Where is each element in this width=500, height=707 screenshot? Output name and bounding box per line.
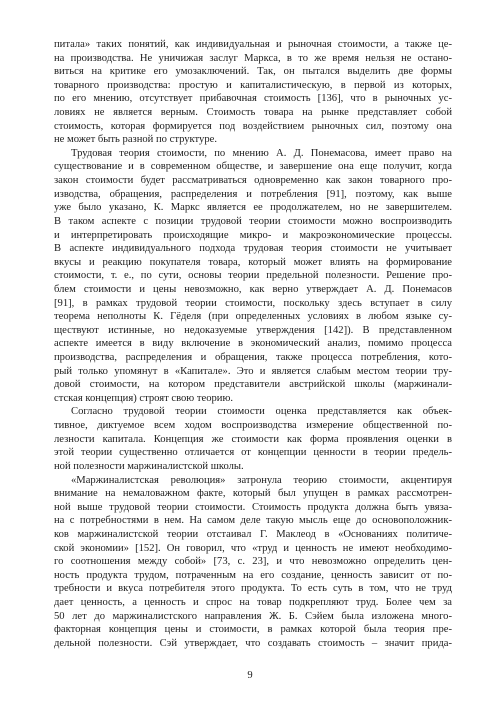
body-text <box>54 38 452 650</box>
text-line: 50 лет до маржиналистского направления Ж. Б. Сэйем была изложена много- <box>54 610 452 622</box>
text-line: стоимость, которая формируется под воздействием рыночных сил, поэтому она <box>54 120 452 132</box>
text-line: довой стоимости, на котором представители австрийской школы (маржинали- <box>54 379 452 391</box>
text-line: виться на критике его умозаключений. Так, он пытался выделить две формы <box>54 66 452 78</box>
text-line: дает ценность, а ценность и спрос на товар подкрепляют труд. Более чем за <box>54 596 452 608</box>
text-line: ной выше трудовой теории стоимости. Стоимость продукта должна быть увяза- <box>54 501 452 513</box>
text-line: ществуют истинные, но недоказуемые утверждения [142]). В представленном <box>54 324 452 336</box>
text-line: вкусы и реакцию покупателя товара, который может влиять на формирование <box>54 256 452 268</box>
text-line: производства, распределения и обращения, также процесса потребления, кото- <box>54 352 452 364</box>
text-line: этой теории существенно отличается от концепции ценности в теории предель- <box>54 447 452 459</box>
text-line: аспекте имеется в виду включение в экономический анализ, помимо процесса <box>54 338 452 350</box>
text-line: дельной полезности. Сэй утверждает, что создавать стоимость – значит прида- <box>54 637 452 649</box>
text-line: стская концепция) строят свою теорию. <box>54 392 234 404</box>
text-line: В таком аспекте с позиции трудовой теории стоимости можно воспроизводить <box>54 215 452 227</box>
text-line: ков маржиналистской теории отстаивал Г. Маклеод в «Основаниях политиче- <box>54 528 452 540</box>
text-line: блем стоимости и цены невозможно, как верно утверждает А. Д. Понемасов <box>54 283 452 295</box>
text-line: существование и в современном обществе, и завершение она еще получит, когда <box>54 161 452 173</box>
text-line: не может быть разной по структуре. <box>54 134 217 146</box>
text-line: [91], в рамках трудовой теории стоимости, поскольку здесь вступает в силу <box>54 297 452 309</box>
text-line: го соотношения между собой» [73, с. 23], и что невозможно определить цен- <box>54 556 452 568</box>
text-line: изводства, обращения, распределения и потребления [91], поэтому, как выше <box>54 188 452 200</box>
text-line: по его мнению, отсутствует прибавочная стоимость [136], что в рыночных ус- <box>54 93 452 105</box>
text-line: «Маржиналистская революция» затронула теорию стоимости, акцентируя <box>71 474 452 486</box>
text-line: требности и вкуса потребителя этого продукта. То есть суть в том, что не труд <box>54 583 452 595</box>
text-line: факторная концепция цены и стоимости, в рамках которой была теория пре- <box>54 624 452 636</box>
text-line: и интерпретировать происходящие микро- и макроэкономические процессы. <box>54 229 452 241</box>
text-line: стоимости, т. е., по сути, основы теории предельной полезности. Решение про- <box>54 270 452 282</box>
text-line: ность продукта трудом, потраченным на его создание, ценность зависит от по- <box>54 569 452 581</box>
text-line: на производства. Не уничижая заслуг Маркса, в то же время нельзя не остано- <box>54 52 452 64</box>
page-number: 9 <box>247 670 253 681</box>
text-line: ловиях не является верным. Стоимость товара на рынке представляет собой <box>54 107 452 119</box>
text-line: на с потребностями в нем. На самом деле такую мысль еще до основоположник- <box>54 515 452 527</box>
text-line: теорема неполноты К. Гёделя (при определенных условиях в любом языке су- <box>54 311 452 323</box>
text-line: Трудовая теория стоимости, по мнению А. Д. Понемасова, имеет право на <box>71 147 452 159</box>
text-line: ной полезности маржиналистской школы. <box>54 460 244 472</box>
text-line: товарного производства: простую и капиталистическую, в первой из которых, <box>54 79 452 91</box>
text-line: В аспекте индивидуального подхода трудовая теория стоимости не учитывает <box>54 243 452 255</box>
text-line: уже было указано, К. Маркс является ее продолжателем, но не завершителем. <box>54 202 452 214</box>
text-line: тивное, диктуемое всем ходом воспроизводства измерение общественной по- <box>54 420 452 432</box>
text-line: питала» таких понятий, как индивидуальная и рыночная стоимости, а также це- <box>54 39 452 50</box>
text-line: рый только упомянут в «Капитале». Это и является слабым местом теории тру- <box>54 365 452 377</box>
text-line: внимание на немаловажном факте, который был упущен в рамках рассмотрен- <box>54 488 452 500</box>
text-line: закон стоимости будет рассматриваться одновременно как закон товарного про- <box>54 175 452 187</box>
text-line: Согласно трудовой теории стоимости оценка представляется как объек- <box>71 406 452 418</box>
text-line: ской экономии» [152]. Он говорил, что «труд и ценность не имеют необходимо- <box>54 542 452 554</box>
text-line: лезности капитала. Концепция же стоимости как форма проявления оценки в <box>54 433 452 445</box>
